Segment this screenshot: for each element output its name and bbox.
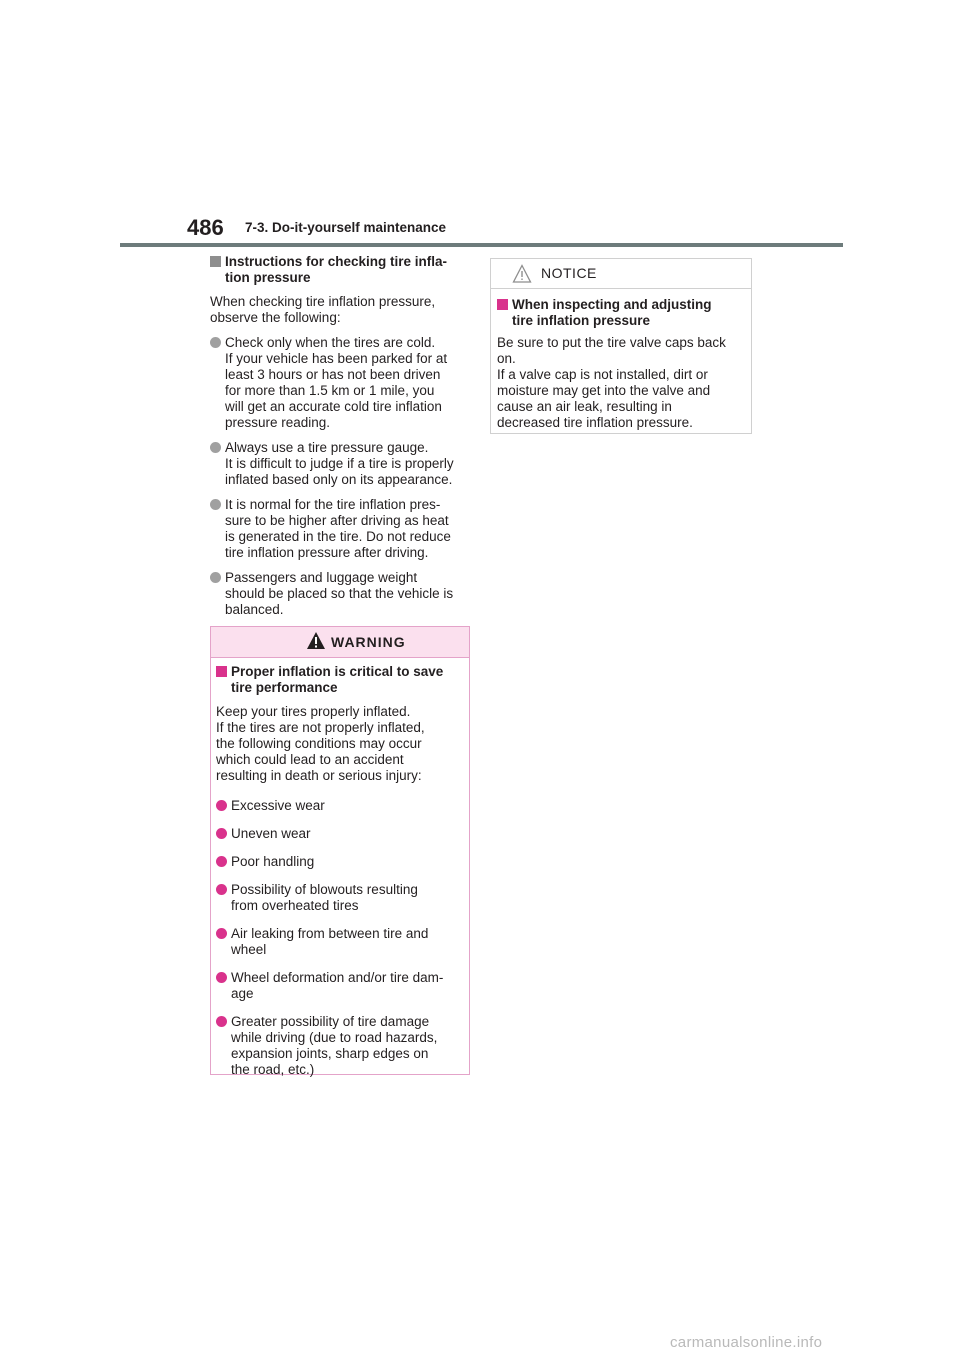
notice-body (491, 289, 751, 431)
heading-line: When inspecting and adjusting (512, 297, 712, 312)
bullet-line: Possibility of blowouts resulting (231, 882, 418, 897)
bullet-line: least 3 hours or has not been driven (225, 367, 441, 382)
bullet-line: expansion joints, sharp edges on (231, 1046, 429, 1061)
heading-line: tire performance (231, 680, 338, 695)
heading-line: Proper inflation is critical to save (231, 664, 444, 679)
intro-paragraph (210, 294, 470, 326)
body-line: resulting in death or serious injury: (216, 768, 422, 783)
bullet-line: Uneven wear (231, 826, 311, 841)
list-item (216, 826, 464, 842)
bullet-line: Greater possibility of tire damage (231, 1014, 430, 1029)
list-item (216, 926, 464, 958)
notice-title: NOTICE (541, 265, 597, 281)
bullet-line: sure to be higher after driving as heat (225, 513, 449, 528)
warning-paragraph (216, 704, 464, 784)
circle-bullet-icon (216, 972, 227, 983)
bullet-line: will get an accurate cold tire inflation (225, 399, 442, 414)
bullet-line: should be placed so that the vehicle is (225, 586, 454, 601)
bullet-line: tire inflation pressure after driving. (225, 545, 429, 560)
bullet-line: Poor handling (231, 854, 315, 869)
heading-line: Instructions for checking tire infla- (225, 254, 448, 269)
bullet-line: It is normal for the tire inflation pres- (225, 497, 441, 512)
bullet-line: wheel (231, 942, 267, 957)
list-item (210, 570, 470, 618)
circle-bullet-icon (210, 337, 221, 348)
page-number: 486 (187, 215, 224, 240)
bullet-line: balanced. (225, 602, 284, 617)
warning-title: WARNING (331, 634, 406, 650)
page-header (0, 0, 960, 250)
notice-box (490, 258, 752, 434)
bullet-line: age (231, 986, 254, 1001)
circle-bullet-icon (216, 856, 227, 867)
body-line: decreased tire inflation pressure. (497, 415, 693, 430)
bullet-line: the road, etc.) (231, 1062, 315, 1077)
header-rule (120, 243, 843, 247)
main-column (210, 254, 470, 618)
bullet-line: pressure reading. (225, 415, 331, 430)
bullet-line: Air leaking from between tire and (231, 926, 429, 941)
bullet-line: Passengers and luggage weight (225, 570, 418, 585)
bullet-line: for more than 1.5 km or 1 mile, you (225, 383, 435, 398)
body-line: the following conditions may occur (216, 736, 422, 751)
warning-box (210, 626, 470, 1075)
body-line: on. (497, 351, 516, 366)
body-line: Be sure to put the tire valve caps back (497, 335, 726, 350)
heading-line: tion pressure (225, 270, 311, 285)
list-item (216, 882, 464, 914)
bullet-line: is generated in the tire. Do not reduce (225, 529, 451, 544)
section-heading (210, 254, 470, 286)
bullet-line: If your vehicle has been parked for at (225, 351, 448, 366)
list-item (216, 798, 464, 814)
list-item (216, 854, 464, 870)
bullet-line: Wheel deformation and/or tire dam- (231, 970, 444, 985)
notice-triangle-icon (512, 264, 532, 284)
circle-bullet-icon (210, 572, 221, 583)
bullet-line: Excessive wear (231, 798, 325, 813)
body-line: which could lead to an accident (216, 752, 404, 767)
circle-bullet-icon (216, 928, 227, 939)
notice-paragraph (497, 335, 745, 431)
bullet-line: inflated based only on its appearance. (225, 472, 453, 487)
notice-heading (497, 297, 745, 329)
circle-bullet-icon (216, 1016, 227, 1027)
body-line: Keep your tires properly inflated. (216, 704, 411, 719)
bullet-line: It is difficult to judge if a tire is properly (225, 456, 454, 471)
square-bullet-icon (210, 256, 221, 267)
bullet-line: while driving (due to road hazards, (231, 1030, 438, 1045)
circle-bullet-icon (210, 499, 221, 510)
circle-bullet-icon (210, 442, 221, 453)
body-line: If a valve cap is not installed, dirt or (497, 367, 708, 382)
notice-header (491, 259, 751, 289)
circle-bullet-icon (216, 828, 227, 839)
warning-heading (216, 664, 464, 696)
body-line: cause an air leak, resulting in (497, 399, 672, 414)
warning-header (211, 627, 469, 658)
list-item (216, 1014, 464, 1078)
bullet-line: from overheated tires (231, 898, 359, 913)
circle-bullet-icon (216, 800, 227, 811)
list-item (210, 440, 470, 488)
body-line: If the tires are not properly inflated, (216, 720, 425, 735)
intro-line: When checking tire inflation pressure, (210, 294, 436, 309)
warning-triangle-icon (306, 631, 326, 651)
section-title: 7-3. Do-it-yourself maintenance (245, 220, 447, 235)
intro-line: observe the following: (210, 310, 341, 325)
bullet-line: Always use a tire pressure gauge. (225, 440, 429, 455)
list-item (216, 970, 464, 1002)
heading-line: tire inflation pressure (512, 313, 651, 328)
list-item (210, 335, 470, 431)
body-line: moisture may get into the valve and (497, 383, 711, 398)
square-bullet-icon (497, 299, 508, 310)
warning-body (211, 658, 469, 1078)
square-bullet-icon (216, 666, 227, 677)
circle-bullet-icon (216, 884, 227, 895)
watermark: carmanualsonline.info (670, 1334, 823, 1351)
list-item (210, 497, 470, 561)
bullet-line: Check only when the tires are cold. (225, 335, 436, 350)
